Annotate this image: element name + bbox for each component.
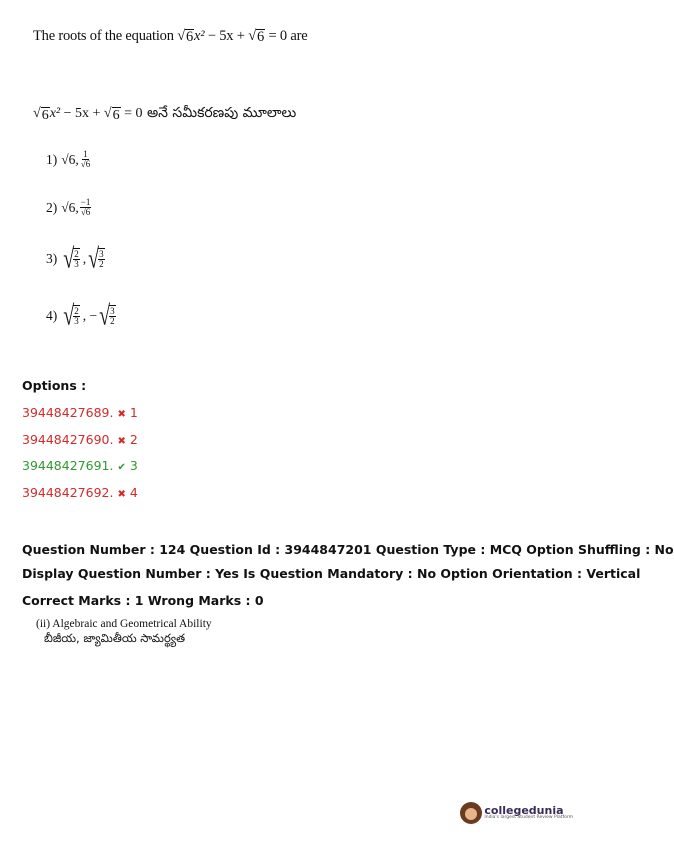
x-squared: x² bbox=[194, 28, 205, 44]
sqrt-six: √ 6 bbox=[177, 28, 194, 45]
option-label: 1 bbox=[129, 405, 138, 420]
section-title-telugu: బీజీయ, జ్యామితీయ సామర్థ్యత bbox=[44, 631, 186, 645]
question-suffix: are bbox=[290, 28, 308, 44]
choice-term-a: √6, bbox=[61, 151, 79, 167]
choice-number: 1) bbox=[46, 151, 58, 167]
brand-name: collegedunia bbox=[484, 803, 564, 817]
option-label: 4 bbox=[129, 485, 138, 500]
option-row-2 bbox=[22, 432, 138, 447]
option-row-1 bbox=[22, 405, 138, 420]
option-id: 39448427691. bbox=[22, 458, 114, 473]
equation-end-te: = 0 bbox=[120, 106, 143, 121]
fraction-numerator: 1 bbox=[83, 149, 88, 159]
equation-end: = 0 bbox=[265, 28, 287, 44]
option-row-4 bbox=[22, 485, 138, 500]
sqrt-six-2: √ 6 bbox=[248, 28, 265, 45]
question-text-telugu bbox=[33, 105, 296, 124]
choice-1 bbox=[46, 150, 92, 170]
choice-number: 4) bbox=[46, 307, 58, 323]
equation-middle-te: − 5x + bbox=[60, 106, 104, 121]
option-id: 39448427689. bbox=[22, 405, 114, 420]
question-suffix-telugu: అనే సమీకరణపు మూలాలు bbox=[142, 105, 297, 121]
sqrt-fraction-2: √ $\frac{3}{2}$ bbox=[99, 300, 115, 332]
collegedunia-logo bbox=[460, 802, 573, 824]
choice-4 bbox=[46, 300, 119, 332]
choice-number: 3) bbox=[46, 250, 58, 266]
sqrt-fraction-1: √ $\frac{2}{3}$ bbox=[63, 300, 79, 332]
question-text-english bbox=[33, 28, 307, 46]
choice-fraction bbox=[80, 150, 91, 170]
sqrt-six-te: √ 6 bbox=[33, 106, 49, 123]
cross-icon: ✖ bbox=[117, 436, 126, 447]
option-label: 3 bbox=[129, 458, 138, 473]
options-heading: Options : bbox=[22, 378, 87, 393]
x-squared-te: x² bbox=[49, 106, 61, 121]
cross-icon: ✖ bbox=[117, 489, 126, 500]
fraction-denominator: √6 bbox=[80, 207, 91, 218]
equation bbox=[177, 28, 290, 44]
sqrt-fraction-1: √ $\frac{2}{3}$ bbox=[63, 243, 79, 275]
check-icon: ✔ bbox=[117, 462, 126, 473]
option-label: 2 bbox=[129, 432, 138, 447]
option-id: 39448427690. bbox=[22, 432, 114, 447]
choice-term-a: √6, bbox=[61, 199, 79, 215]
cross-icon: ✖ bbox=[117, 409, 126, 420]
fraction-numerator: −1 bbox=[80, 197, 91, 207]
brand-tagline: India's largest Student Review Platform bbox=[484, 815, 573, 821]
equation-middle: − 5x + bbox=[204, 28, 249, 44]
choice-fraction bbox=[80, 198, 92, 218]
question-meta-line-3: Correct Marks : 1 Wrong Marks : 0 bbox=[22, 593, 264, 608]
question-meta-line-2: Display Question Number : Yes Is Question Mandatory : No Option Orientation : Vertical bbox=[22, 566, 641, 581]
fraction-denominator: √6 bbox=[80, 159, 91, 170]
mascot-icon bbox=[460, 802, 482, 824]
choice-separator: , − bbox=[82, 307, 98, 323]
sqrt-fraction-2: √ $\frac{3}{2}$ bbox=[88, 243, 104, 275]
choice-3 bbox=[46, 243, 108, 275]
question-meta-line-1: Question Number : 124 Question Id : 3944847201 Question Type : MCQ Option Shuffling : No bbox=[22, 542, 674, 557]
choice-separator: , bbox=[82, 250, 87, 266]
option-id: 39448427692. bbox=[22, 485, 114, 500]
section-title-english: (ii) Algebraic and Geometrical Ability bbox=[36, 618, 212, 630]
option-row-3 bbox=[22, 458, 138, 473]
choice-2 bbox=[46, 198, 92, 218]
sqrt-six-te-2: √ 6 bbox=[103, 106, 120, 123]
choice-number: 2) bbox=[46, 199, 58, 215]
question-prefix: The roots of the equation bbox=[33, 28, 178, 44]
